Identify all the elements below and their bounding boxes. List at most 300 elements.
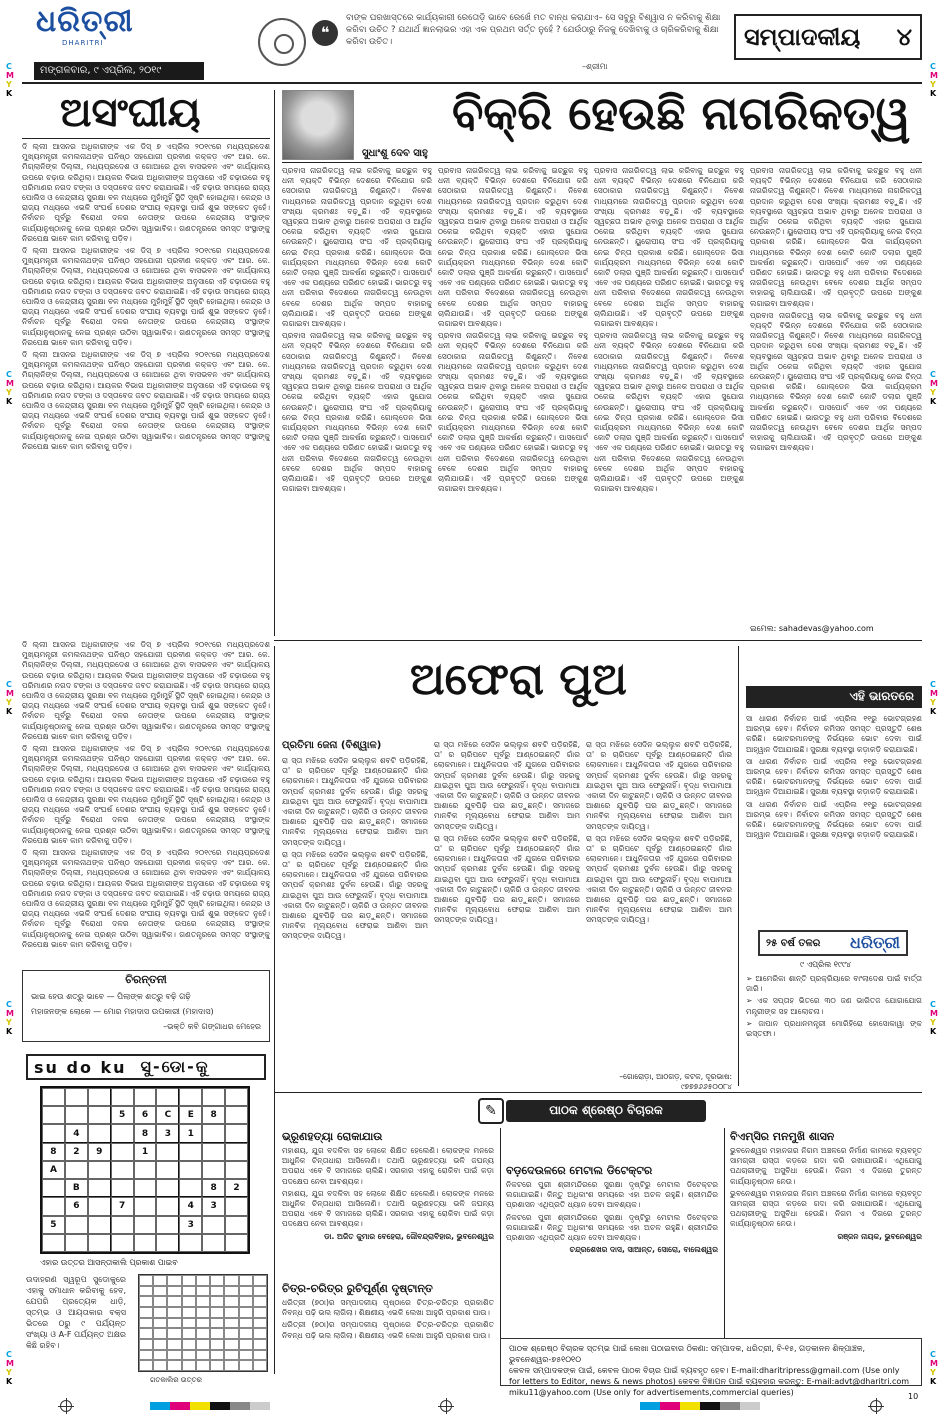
answer-cell [196,1275,210,1286]
anniversary-head: ୨୫ ବର୍ଷ ତଳର [766,937,821,949]
cmyk-mark-right-bottom: C M Y K [930,1350,938,1386]
editorial-body-cont [22,640,270,964]
sudoku-cell[interactable] [202,1161,225,1179]
chirantani-title: ଚିରନ୍ତନୀ [125,973,167,986]
sudoku-cell[interactable] [88,1179,111,1197]
answer-cell [139,1360,153,1371]
answer-cell [196,1296,210,1307]
sudoku-answer-caption: ଗତକାଲିର ଉତ୍ତର [150,1376,202,1384]
answer-cell [253,1275,267,1286]
sudoku-cell[interactable] [225,1088,248,1106]
sudoku-cell[interactable] [42,1197,65,1215]
sudoku-cell[interactable] [134,1216,157,1234]
editorial-text-cont5: ଦି ଲ୍ଲୀ ଆସନର ଅଧିକାରୀଙ୍କ ଏକ ଡିସ୍ ୭ ଏପ୍ରିଲ ୨୦୧୯ରେ ମଧ୍ୟପ୍ରଦେଶ ମୁଖ୍ୟମନ୍ତ୍ରୀ କମଲନାଥଙ୍କ ଘନିଷ୍ଠ ସହଯୋଗୀ ପ୍ରବୀଣ କକ୍କଡ଼ ଏବଂ ଆର. କେ. ମିଗ୍ଲାନିଙ୍କ ଦିଲ୍ଲୀ, ମଧ୍ୟପ୍ରଦେଶ ଓ ଗୋଆରେ ଥିବା ବାସଭବନ ଏବଂ କାର୍ଯ୍ୟାଳୟ ଉପରେ ଚଢ଼ାଉ କରିଥିଲା। ଆୟକର ବିଭାଗ ଅଧିକାରୀଙ୍କ ଅନୁସାରେ ଏହି ଚଢ଼ାଉରେ ବହୁ ପରିମାଣର ନଗଦ ଟଙ୍କା ଓ ଦସ୍ତାବେଜ ଜବତ କରାଯାଇଛି। ଏହି ଚଢ଼ାଉ ସମୟରେ ରାଜ୍ୟ ପୋଲିସ ଓ କେନ୍ଦ୍ରୀୟ ସୁରକ୍ଷା ବଳ ମଧ୍ୟରେ ମୁହାଁମୁହିଁ ସ୍ଥିତି ସୃଷ୍ଟି ହୋଇଥିଲା। କେନ୍ଦ୍ର ଓ ରାଜ୍ୟ ମଧ୍ୟରେ ଏଭଳି ସଂଘର୍ଷ ଦେଶର ସଂଘୀୟ ବ୍ୟବସ୍ଥା ପାଇଁ ଶୁଭ ସଙ୍କେତ ନୁହେଁ। ନିର୍ବାଚନ ପୂର୍ବରୁ ବିରୋଧୀ ଦଳର ନେତାଙ୍କ ଉପରେ କେନ୍ଦ୍ରୀୟ ସଂସ୍ଥାଙ୍କ କାର୍ଯ୍ୟାନୁଷ୍ଠାନକୁ ନେଇ ପ୍ରଶ୍ନ ଉଠିବା ସ୍ୱାଭାବିକ। ଗଣତନ୍ତ୍ରରେ ସମସ୍ତ ସଂସ୍ଥାଙ୍କୁ ନିରପେକ୍ଷ ଭାବେ କାମ କରିବାକୁ ପଡ଼ିବ। [22,848,270,949]
answer-cell [196,1328,210,1339]
pen-icon: ✎ [478,1098,504,1124]
column-divider-5 [724,1128,725,1338]
answer-cell [210,1318,224,1329]
cmyk-mark-left-bottom: C M Y K [6,1350,14,1386]
answer-cell [210,1296,224,1307]
main-article-text-4b: ପ୍ରବାସ ନାଗରିକତ୍ୱ ଲାଭ କରିବାକୁ ଇଚ୍ଛୁକ ବହୁ ଧନୀ ବ୍ୟକ୍ତି ବିଭିନ୍ନ ଦେଶରେ ବିନିଯୋଗ କରି ସେଠାକାର ନାଗରିକତ୍ୱ କିଣୁଛନ୍ତି। ନିବେଶ ମାଧ୍ୟମରେ ନାଗରିକତ୍ୱ ପ୍ରଦାନ କରୁଥିବା ଦେଶ ସଂଖ୍ୟା କ୍ରମଶଃ ବଢ଼ୁଛି। ଏହି ବ୍ୟବସ୍ଥାରେ ସ୍ୱଚ୍ଛତା ଅଭାବ ଥିବାରୁ ଅନେକ ଅପରାଧୀ ଓ ଆର୍ଥିକ ଠକେଇ କରିଥିବା ବ୍ୟକ୍ତି ଏହାର ସୁଯୋଗ ନେଉଛନ୍ତି। ୟୁରୋପୀୟ ସଂଘ ଏହି ପ୍ରକ୍ରିୟାକୁ ନେଇ ଚିନ୍ତା ପ୍ରକାଶ କରିଛି। ଗୋଲ୍ଡେନ ଭିସା କାର୍ଯ୍ୟକ୍ରମ ମାଧ୍ୟମରେ ବିଭିନ୍ନ ଦେଶ କୋଟି କୋଟି ଡଲାର ପୁଞ୍ଜି ଆକର୍ଷଣ କରୁଛନ୍ତି। ପାସପୋର୍ଟ ଏବେ ଏକ ପଣ୍ୟରେ ପରିଣତ ହୋଇଛି। ଭାରତରୁ ବହୁ ଧନୀ ପରିବାର ବିଦେଶରେ ନାଗରିକତ୍ୱ ନେଉଥିବା ବେଳେ ଦେଶର ଆର୍ଥିକ ସମ୍ପଦ ବାହାରକୁ ଚାଲିଯାଉଛି। ଏହି ପ୍ରବୃତ୍ତି ଉପରେ ଅଙ୍କୁଶ ଲଗାଇବା ଆବଶ୍ୟକ। [750,310,922,453]
sudoku-cell[interactable] [225,1106,248,1124]
sudoku-cell[interactable]: B [65,1179,88,1197]
sudoku-cell[interactable] [42,1124,65,1142]
letter-4-title: ବିଏମ୍‌ସିର ମନମୁଖି ଶାସନ [730,1130,835,1143]
sudoku-cell[interactable]: 3 [156,1124,179,1142]
answer-cell [239,1328,253,1339]
sudoku-cell[interactable]: 6 [134,1106,157,1124]
sudoku-cell[interactable] [111,1216,134,1234]
answer-cell [196,1307,210,1318]
sudoku-caption: ଏହାର ଉତ୍ତର ଆସନ୍ତାକାଲି ପ୍ରକାଶ ପାଇବ [40,1258,178,1267]
answer-cell [139,1307,153,1318]
answer-cell [253,1296,267,1307]
sudoku-grid[interactable] [40,1086,250,1254]
sudoku-cell[interactable] [88,1088,111,1106]
editorial-text-cont: ଦି ଲ୍ଲୀ ଆସନର ଅଧିକାରୀଙ୍କ ଏକ ଡିସ୍ ୭ ଏପ୍ରିଲ ୨୦୧୯ରେ ମଧ୍ୟପ୍ରଦେଶ ମୁଖ୍ୟମନ୍ତ୍ରୀ କମଲନାଥଙ୍କ ଘନିଷ୍ଠ ସହଯୋଗୀ ପ୍ରବୀଣ କକ୍କଡ଼ ଏବଂ ଆର. କେ. ମିଗ୍ଲାନିଙ୍କ ଦିଲ୍ଲୀ, ମଧ୍ୟପ୍ରଦେଶ ଓ ଗୋଆରେ ଥିବା ବାସଭବନ ଏବଂ କାର୍ଯ୍ୟାଳୟ ଉପରେ ଚଢ଼ାଉ କରିଥିଲା। ଆୟକର ବିଭାଗ ଅଧିକାରୀଙ୍କ ଅନୁସାରେ ଏହି ଚଢ଼ାଉରେ ବହୁ ପରିମାଣର ନଗଦ ଟଙ୍କା ଓ ଦସ୍ତାବେଜ ଜବତ କରାଯାଇଛି। ଏହି ଚଢ଼ାଉ ସମୟରେ ରାଜ୍ୟ ପୋଲିସ ଓ କେନ୍ଦ୍ରୀୟ ସୁରକ୍ଷା ବଳ ମଧ୍ୟରେ ମୁହାଁମୁହିଁ ସ୍ଥିତି ସୃଷ୍ଟି ହୋଇଥିଲା। କେନ୍ଦ୍ର ଓ ରାଜ୍ୟ ମଧ୍ୟରେ ଏଭଳି ସଂଘର୍ଷ ଦେଶର ସଂଘୀୟ ବ୍ୟବସ୍ଥା ପାଇଁ ଶୁଭ ସଙ୍କେତ ନୁହେଁ। ନିର୍ବାଚନ ପୂର୍ବରୁ ବିରୋଧୀ ଦଳର ନେତାଙ୍କ ଉପରେ କେନ୍ଦ୍ରୀୟ ସଂସ୍ଥାଙ୍କ କାର୍ଯ୍ୟାନୁଷ୍ଠାନକୁ ନେଇ ପ୍ରଶ୍ନ ଉଠିବା ସ୍ୱାଭାବିକ। ଗଣତନ୍ତ୍ରରେ ସମସ୍ତ ସଂସ୍ଥାଙ୍କୁ ନିରପେକ୍ଷ ଭାବେ କାମ କରିବାକୁ ପଡ଼ିବ। [22,246,270,347]
letter-2-body [282,1298,494,1374]
sudoku-cell[interactable] [179,1234,202,1252]
sudoku-cell[interactable] [111,1179,134,1197]
second-article-text-3b: ରା ସ୍ତା ମଝିରେ ସେଦିନ ଭଲ୍ଲୁକ ଶବଟି ପଡ଼ିରହିଛି, ତା' ର ଚାରିପଟେ ପୂର୍ବରୁ ଆଣ୍ଠେଇଛନ୍ତି ଗାଁର ଲୋକମାନେ। ଆଧୁନିକତାର ଏହି ଯୁଗରେ ପରିବାରର ସମ୍ପର୍କ କ୍ରମଶଃ ଦୁର୍ବଳ ହେଉଛି। ଗାଁରୁ ସହରକୁ ଯାଇଥିବା ପୁଅ ଆଉ ଫେରୁନାହିଁ। ବୃଦ୍ଧ ବାପାମାଆ ଏକାକୀ ଦିନ କାଟୁଛନ୍ତି। ଚାକିରି ଓ ଉନ୍ନତ ଜୀବନର ଆଶାରେ ଯୁବପିଢ଼ି ଘର ଛାଡ଼ୁଛନ୍ତି। ସମାଜରେ ମାନବିକ ମୂଲ୍ୟବୋଧ ଫେରାଇ ଆଣିବା ଆମ ସମସ୍ତଙ୍କ ଦାୟିତ୍ୱ। [586,833,732,925]
sudoku-cell[interactable] [88,1234,111,1252]
answer-cell [253,1318,267,1329]
answer-cell [224,1360,238,1371]
chirantani-attribution: –ଭକ୍ତି କବି ଗଙ୍ଗାଧର ମେହେର [163,1022,261,1031]
letters-rule [274,1092,922,1093]
second-article-text-1: ରା ସ୍ତା ମଝିରେ ସେଦିନ ଭଲ୍ଲୁକ ଶବଟି ପଡ଼ିରହିଛି, ତା' ର ଚାରିପଟେ ପୂର୍ବରୁ ଆଣ୍ଠେଇଛନ୍ତି ଗାଁର ଲୋକମାନେ। ଆଧୁନିକତାର ଏହି ଯୁଗରେ ପରିବାରର ସମ୍ପର୍କ କ୍ରମଶଃ ଦୁର୍ବଳ ହେଉଛି। ଗାଁରୁ ସହରକୁ ଯାଇଥିବା ପୁଅ ଆଉ ଫେରୁନାହିଁ। ବୃଦ୍ଧ ବାପାମାଆ ଏକାକୀ ଦିନ କାଟୁଛନ୍ତି। ଚାକିରି ଓ ଉନ୍ନତ ଜୀବନର ଆଶାରେ ଯୁବପିଢ଼ି ଘର ଛାଡ଼ୁଛନ୍ତି। ସମାଜରେ ମାନବିକ ମୂଲ୍ୟବୋଧ ଫେରାଇ ଆଣିବା ଆମ ସମସ୍ତଙ୍କ ଦାୟିତ୍ୱ। [282,756,428,847]
main-article-text-3b: ପ୍ରବାସ ନାଗରିକତ୍ୱ ଲାଭ କରିବାକୁ ଇଚ୍ଛୁକ ବହୁ ଧନୀ ବ୍ୟକ୍ତି ବିଭିନ୍ନ ଦେଶରେ ବିନିଯୋଗ କରି ସେଠାକାର ନାଗରିକତ୍ୱ କିଣୁଛନ୍ତି। ନିବେଶ ମାଧ୍ୟମରେ ନାଗରିକତ୍ୱ ପ୍ରଦାନ କରୁଥିବା ଦେଶ ସଂଖ୍ୟା କ୍ରମଶଃ ବଢ଼ୁଛି। ଏହି ବ୍ୟବସ୍ଥାରେ ସ୍ୱଚ୍ଛତା ଅଭାବ ଥିବାରୁ ଅନେକ ଅପରାଧୀ ଓ ଆର୍ଥିକ ଠକେଇ କରିଥିବା ବ୍ୟକ୍ତି ଏହାର ସୁଯୋଗ ନେଉଛନ୍ତି। ୟୁରୋପୀୟ ସଂଘ ଏହି ପ୍ରକ୍ରିୟାକୁ ନେଇ ଚିନ୍ତା ପ୍ରକାଶ କରିଛି। ଗୋଲ୍ଡେନ ଭିସା କାର୍ଯ୍ୟକ୍ରମ ମାଧ୍ୟମରେ ବିଭିନ୍ନ ଦେଶ କୋଟି କୋଟି ଡଲାର ପୁଞ୍ଜି ଆକର୍ଷଣ କରୁଛନ୍ତି। ପାସପୋର୍ଟ ଏବେ ଏକ ପଣ୍ୟରେ ପରିଣତ ହୋଇଛି। ଭାରତରୁ ବହୁ ଧନୀ ପରିବାର ବିଦେଶରେ ନାଗରିକତ୍ୱ ନେଉଥିବା ବେଳେ ଦେଶର ଆର୍ଥିକ ସମ୍ପଦ ବାହାରକୁ ଚାଲିଯାଉଛି। ଏହି ପ୍ରବୃତ୍ତି ଉପରେ ଅଙ୍କୁଶ ଲଗାଇବା ଆବଶ୍ୟକ। [594,331,744,494]
sudoku-cell[interactable]: 2 [65,1143,88,1161]
sudoku-cell[interactable] [179,1179,202,1197]
answer-cell [153,1296,167,1307]
sudoku-cell[interactable] [134,1088,157,1106]
editorial-title: ଅସଂଘୀୟ [60,90,201,136]
cmyk-mark-right-low: C M Y K [930,1000,938,1036]
sudoku-title-odia: ସୁ-ଡୋ-କୁ [140,1057,210,1076]
letter-3-author: ଚନ୍ଦ୍ରଶେଖର ଦାସ, ସାଆନ୍ତ, ସୋରୋ, ବାଲେଶ୍ୱର [569,1245,718,1255]
answer-cell [182,1307,196,1318]
sudoku-cell[interactable] [65,1106,88,1124]
answer-cell [253,1328,267,1339]
main-article-col-2 [438,166,588,634]
second-article-col-2 [434,740,580,1088]
main-article-text-1: ପ୍ରବାସ ନାଗରିକତ୍ୱ ଲାଭ କରିବାକୁ ଇଚ୍ଛୁକ ବହୁ ଧନୀ ବ୍ୟକ୍ତି ବିଭିନ୍ନ ଦେଶରେ ବିନିଯୋଗ କରି ସେଠାକାର ନାଗରିକତ୍ୱ କିଣୁଛନ୍ତି। ନିବେଶ ମାଧ୍ୟମରେ ନାଗରିକତ୍ୱ ପ୍ରଦାନ କରୁଥିବା ଦେଶ ସଂଖ୍ୟା କ୍ରମଶଃ ବଢ଼ୁଛି। ଏହି ବ୍ୟବସ୍ଥାରେ ସ୍ୱଚ୍ଛତା ଅଭାବ ଥିବାରୁ ଅନେକ ଅପରାଧୀ ଓ ଆର୍ଥିକ ଠକେଇ କରିଥିବା ବ୍ୟକ୍ତି ଏହାର ସୁଯୋଗ ନେଉଛନ୍ତି। ୟୁରୋପୀୟ ସଂଘ ଏହି ପ୍ରକ୍ରିୟାକୁ ନେଇ ଚିନ୍ତା ପ୍ରକାଶ କରିଛି। ଗୋଲ୍ଡେନ ଭିସା କାର୍ଯ୍ୟକ୍ରମ ମାଧ୍ୟମରେ ବିଭିନ୍ନ ଦେଶ କୋଟି କୋଟି ଡଲାର ପୁଞ୍ଜି ଆକର୍ଷଣ କରୁଛନ୍ତି। ପାସପୋର୍ଟ ଏବେ ଏକ ପଣ୍ୟରେ ପରିଣତ ହୋଇଛି। ଭାରତରୁ ବହୁ ଧନୀ ପରିବାର ବିଦେଶରେ ନାଗରିକତ୍ୱ ନେଉଥିବା ବେଳେ ଦେଶର ଆର୍ଥିକ ସମ୍ପଦ ବାହାରକୁ ଚାଲିଯାଉଛି। ଏହି ପ୍ରବୃତ୍ତି ଉପରେ ଅଙ୍କୁଶ ଲଗାଇବା ଆବଶ୍ୟକ। [282,166,432,329]
answer-cell [139,1328,153,1339]
letter-1-body [282,1146,494,1278]
answer-cell [167,1296,181,1307]
sudoku-cell[interactable] [134,1197,157,1215]
sudoku-cell[interactable] [179,1161,202,1179]
main-article-rule [282,162,922,163]
second-article-col-3 [586,740,732,1070]
this-day-text: ସା ଧାରଣ ନିର୍ବାଚନ ପାଇଁ ଏପ୍ରିଲ ୧୧ରୁ ଭୋଟଗ୍ରହଣ ଆରମ୍ଭ ହେବ। ନିର୍ବାଚନ କମିସନ ସମସ୍ତ ପ୍ରସ୍ତୁତି ଶେଷ କରିଛି। ଭୋଟରମାନଙ୍କୁ ନିର୍ଭୟରେ ଭୋଟ ଦେବା ପାଇଁ ଆହ୍ୱାନ ଦିଆଯାଇଛି। ସୁରକ୍ଷା ବ୍ୟବସ୍ଥା କଡ଼ାକଡ଼ି କରାଯାଇଛି। [746,714,922,754]
page-number-odia: ୪ [896,23,912,51]
sudoku-cell[interactable] [42,1106,65,1124]
sudoku-cell[interactable]: 1 [179,1124,202,1142]
sudoku-cell[interactable] [202,1088,225,1106]
sudoku-cell[interactable] [179,1088,202,1106]
answer-cell [153,1318,167,1329]
sudoku-cell[interactable]: 5 [111,1106,134,1124]
letter-1-author: ଡା. ଅଜିତ କୁମାର ବେହେରା, ଜୌବନ୍ଦ୍ରାବିହାର, ଭୁବନେଶ୍ୱର [324,1231,494,1241]
answer-cell [153,1339,167,1350]
cmyk-mark-left-mid: C M Y K [6,680,14,716]
answer-cell [153,1328,167,1339]
answer-cell [182,1296,196,1307]
sudoku-cell[interactable] [42,1179,65,1197]
answer-cell [224,1339,238,1350]
sudoku-cell[interactable] [156,1197,179,1215]
cmyk-mark-left-top: C M Y K [6,62,14,98]
answer-cell [182,1328,196,1339]
answer-cell [253,1360,267,1371]
header-rule [22,82,922,84]
second-article-text-3: ରା ସ୍ତା ମଝିରେ ସେଦିନ ଭଲ୍ଲୁକ ଶବଟି ପଡ଼ିରହିଛି, ତା' ର ଚାରିପଟେ ପୂର୍ବରୁ ଆଣ୍ଠେଇଛନ୍ତି ଗାଁର ଲୋକମାନେ। ଆଧୁନିକତାର ଏହି ଯୁଗରେ ପରିବାରର ସମ୍ପର୍କ କ୍ରମଶଃ ଦୁର୍ବଳ ହେଉଛି। ଗାଁରୁ ସହରକୁ ଯାଇଥିବା ପୁଅ ଆଉ ଫେରୁନାହିଁ। ବୃଦ୍ଧ ବାପାମାଆ ଏକାକୀ ଦିନ କାଟୁଛନ୍ତି। ଚାକିରି ଓ ଉନ୍ନତ ଜୀବନର ଆଶାରେ ଯୁବପିଢ଼ି ଘର ଛାଡ଼ୁଛନ୍ତି। ସମାଜରେ ମାନବିକ ମୂଲ୍ୟବୋଧ ଫେରାଇ ଆଣିବା ଆମ ସମସ୍ତଙ୍କ ଦାୟିତ୍ୱ। [586,740,732,831]
color-swatch [250,1402,270,1410]
color-swatch [210,1402,230,1410]
answer-cell [210,1339,224,1350]
letter-3-body [506,1180,718,1320]
chirantani-line-2: ମହାଜନଙ୍କ ଲୋକେ — ମୋର ମହାଦାସ ଉପକାରୀ (ମହାଦାସ) [31,1007,214,1016]
answer-cell [224,1286,238,1297]
sudoku-cell[interactable] [225,1234,248,1252]
cmyk-mark-right-top: C M Y K [930,62,938,98]
editorial-body [22,142,270,636]
editorial-text-cont3: ଦି ଲ୍ଲୀ ଆସନର ଅଧିକାରୀଙ୍କ ଏକ ଡିସ୍ ୭ ଏପ୍ରିଲ ୨୦୧୯ରେ ମଧ୍ୟପ୍ରଦେଶ ମୁଖ୍ୟମନ୍ତ୍ରୀ କମଲନାଥଙ୍କ ଘନିଷ୍ଠ ସହଯୋଗୀ ପ୍ରବୀଣ କକ୍କଡ଼ ଏବଂ ଆର. କେ. ମିଗ୍ଲାନିଙ୍କ ଦିଲ୍ଲୀ, ମଧ୍ୟପ୍ରଦେଶ ଓ ଗୋଆରେ ଥିବା ବାସଭବନ ଏବଂ କାର୍ଯ୍ୟାଳୟ ଉପରେ ଚଢ଼ାଉ କରିଥିଲା। ଆୟକର ବିଭାଗ ଅଧିକାରୀଙ୍କ ଅନୁସାରେ ଏହି ଚଢ଼ାଉରେ ବହୁ ପରିମାଣର ନଗଦ ଟଙ୍କା ଓ ଦସ୍ତାବେଜ ଜବତ କରାଯାଇଛି। ଏହି ଚଢ଼ାଉ ସମୟରେ ରାଜ୍ୟ ପୋଲିସ ଓ କେନ୍ଦ୍ରୀୟ ସୁରକ୍ଷା ବଳ ମଧ୍ୟରେ ମୁହାଁମୁହିଁ ସ୍ଥିତି ସୃଷ୍ଟି ହୋଇଥିଲା। କେନ୍ଦ୍ର ଓ ରାଜ୍ୟ ମଧ୍ୟରେ ଏଭଳି ସଂଘର୍ଷ ଦେଶର ସଂଘୀୟ ବ୍ୟବସ୍ଥା ପାଇଁ ଶୁଭ ସଙ୍କେତ ନୁହେଁ। ନିର୍ବାଚନ ପୂର୍ବରୁ ବିରୋଧୀ ଦଳର ନେତାଙ୍କ ଉପରେ କେନ୍ଦ୍ରୀୟ ସଂସ୍ଥାଙ୍କ କାର୍ଯ୍ୟାନୁଷ୍ଠାନକୁ ନେଇ ପ୍ରଶ୍ନ ଉଠିବା ସ୍ୱାଭାବିକ। ଗଣତନ୍ତ୍ରରେ ସମସ୍ତ ସଂସ୍ଥାଙ୍କୁ ନିରପେକ୍ଷ ଭାବେ କାମ କରିବାକୁ ପଡ଼ିବ। [22,640,270,741]
answer-cell [224,1307,238,1318]
answer-cell [239,1339,253,1350]
page-number: 10 [908,1392,919,1401]
answer-cell [139,1296,153,1307]
editorial-title-rule [22,138,270,139]
answer-cell [224,1328,238,1339]
answer-cell [239,1286,253,1297]
second-article-text-2: ରା ସ୍ତା ମଝିରେ ସେଦିନ ଭଲ୍ଲୁକ ଶବଟି ପଡ଼ିରହିଛି, ତା' ର ଚାରିପଟେ ପୂର୍ବରୁ ଆଣ୍ଠେଇଛନ୍ତି ଗାଁର ଲୋକମାନେ। ଆଧୁନିକତାର ଏହି ଯୁଗରେ ପରିବାରର ସମ୍ପର୍କ କ୍ରମଶଃ ଦୁର୍ବଳ ହେଉଛି। ଗାଁରୁ ସହରକୁ ଯାଇଥିବା ପୁଅ ଆଉ ଫେରୁନାହିଁ। ବୃଦ୍ଧ ବାପାମାଆ ଏକାକୀ ଦିନ କାଟୁଛନ୍ତି। ଚାକିରି ଓ ଉନ୍ନତ ଜୀବନର ଆଶାରେ ଯୁବପିଢ଼ି ଘର ଛାଡ଼ୁଛନ୍ତି। ସମାଜରେ ମାନବିକ ମୂଲ୍ୟବୋଧ ଫେରାଇ ଆଣିବା ଆମ ସମସ୍ତଙ୍କ ଦାୟିତ୍ୱ। [434,740,580,831]
logo-subtitle: DHARITRI [62,39,104,47]
answer-cell [182,1360,196,1371]
answer-cell [167,1275,181,1286]
sudoku-cell[interactable] [225,1197,248,1215]
sudoku-cell[interactable] [88,1124,111,1142]
sudoku-cell[interactable] [111,1161,134,1179]
main-article-col-1 [282,166,432,634]
letter-4-author: ରଞ୍ଜନ ନାୟକ, ଭୁବନେଶ୍ୱର [837,1231,922,1241]
color-swatch [660,1402,680,1410]
answer-cell [139,1350,153,1361]
color-calibration-bar-left [150,1402,270,1410]
sudoku-cell[interactable] [156,1216,179,1234]
color-swatch [700,1402,720,1410]
quote-icon: ❝ [312,20,338,46]
newspaper-logo [36,4,206,64]
sudoku-cell[interactable] [111,1124,134,1142]
sudoku-cell[interactable]: 3 [179,1216,202,1234]
color-swatch [170,1402,190,1410]
cmyk-mark-right-mid: C M Y K [930,680,938,716]
color-swatch [230,1402,250,1410]
sudoku-cell[interactable] [156,1088,179,1106]
daily-quote: ବାଙ୍କ ଘରଖାସ୍ତରେ କାର୍ଯ୍ୟକାରୀ ରେତୋଡ଼ି ଭାବେ ରେଖେଁ ମତ ବାନ୍ଧ କରାଯାଏ– ସେ ସବୁରୁ ବିଶ୍ୱାସ ନ କରିବାକୁ ଶିକ୍ଷା କରିବା ଉଚିତ ? ଯଥାର୍ଥ ଜ୍ଞାନଲାଭର ଏହା ଏକ ପ୍ରଥମ ସର୍ତ୍ତ ନୁହେଁ ? ଯେଉଁଠାରୁ ନିଜକୁ ଦେଖିବାକୁ ଓ ଚାରିକରିବାକୁ ଶିକ୍ଷା କରିବା ଉଚିତ। [346,13,721,47]
second-article-text-2b: ରା ସ୍ତା ମଝିରେ ସେଦିନ ଭଲ୍ଲୁକ ଶବଟି ପଡ଼ିରହିଛି, ତା' ର ଚାରିପଟେ ପୂର୍ବରୁ ଆଣ୍ଠେଇଛନ୍ତି ଗାଁର ଲୋକମାନେ। ଆଧୁନିକତାର ଏହି ଯୁଗରେ ପରିବାରର ସମ୍ପର୍କ କ୍ରମଶଃ ଦୁର୍ବଳ ହେଉଛି। ଗାଁରୁ ସହରକୁ ଯାଇଥିବା ପୁଅ ଆଉ ଫେରୁନାହିଁ। ବୃଦ୍ଧ ବାପାମାଆ ଏକାକୀ ଦିନ କାଟୁଛନ୍ତି। ଚାକିରି ଓ ଉନ୍ନତ ଜୀବନର ଆଶାରେ ଯୁବପିଢ଼ି ଘର ଛାଡ଼ୁଛନ୍ତି। ସମାଜରେ ମାନବିକ ମୂଲ୍ୟବୋଧ ଫେରାଇ ଆଣିବା ଆମ ସମସ୍ତଙ୍କ ଦାୟିତ୍ୱ। [434,833,580,925]
letter-3-title: ବଡ଼ଦେଉଳରେ ମେଟାଲ ଡିଟେକ୍ଟର [506,1164,653,1177]
answer-cell [153,1350,167,1361]
answer-cell [153,1307,167,1318]
footer-advt-email[interactable]: miku11@yahoo.com (Use only for advertisements,commercial queries) [509,1388,794,1397]
color-swatch [680,1402,700,1410]
main-article-text-4: ପ୍ରବାସ ନାଗରିକତ୍ୱ ଲାଭ କରିବାକୁ ଇଚ୍ଛୁକ ବହୁ ଧନୀ ବ୍ୟକ୍ତି ବିଭିନ୍ନ ଦେଶରେ ବିନିଯୋଗ କରି ସେଠାକାର ନାଗରିକତ୍ୱ କିଣୁଛନ୍ତି। ନିବେଶ ମାଧ୍ୟମରେ ନାଗରିକତ୍ୱ ପ୍ରଦାନ କରୁଥିବା ଦେଶ ସଂଖ୍ୟା କ୍ରମଶଃ ବଢ଼ୁଛି। ଏହି ବ୍ୟବସ୍ଥାରେ ସ୍ୱଚ୍ଛତା ଅଭାବ ଥିବାରୁ ଅନେକ ଅପରାଧୀ ଓ ଆର୍ଥିକ ଠକେଇ କରିଥିବା ବ୍ୟକ୍ତି ଏହାର ସୁଯୋଗ ନେଉଛନ୍ତି। ୟୁରୋପୀୟ ସଂଘ ଏହି ପ୍ରକ୍ରିୟାକୁ ନେଇ ଚିନ୍ତା ପ୍ରକାଶ କରିଛି। ଗୋଲ୍ଡେନ ଭିସା କାର୍ଯ୍ୟକ୍ରମ ମାଧ୍ୟମରେ ବିଭିନ୍ନ ଦେଶ କୋଟି କୋଟି ଡଲାର ପୁଞ୍ଜି ଆକର୍ଷଣ କରୁଛନ୍ତି। ପାସପୋର୍ଟ ଏବେ ଏକ ପଣ୍ୟରେ ପରିଣତ ହୋଇଛି। ଭାରତରୁ ବହୁ ଧନୀ ପରିବାର ବିଦେଶରେ ନାଗରିକତ୍ୱ ନେଉଥିବା ବେଳେ ଦେଶର ଆର୍ଥିକ ସମ୍ପଦ ବାହାରକୁ ଚାଲିଯାଉଛି। ଏହି ପ୍ରବୃତ୍ତି ଉପରେ ଅଙ୍କୁଶ ଲଗାଇବା ଆବଶ୍ୟକ। [750,166,922,308]
chakra-icon [258,18,306,66]
answer-cell [210,1275,224,1286]
sudoku-cell[interactable]: 9 [88,1143,111,1161]
sudoku-cell[interactable]: 2 [225,1179,248,1197]
answer-cell [210,1328,224,1339]
sudoku-cell[interactable]: 6 [65,1197,88,1215]
letter-1-text: ମହାଶୟ, ଯୁଗ ବଦଳିବା ସହ ଲୋକେ ଶିକ୍ଷିତ ହେଲେଣି। ଲୋକଙ୍କ ମନରେ ଆଧୁନିକ ଚିନ୍ତାଧାରା ଆସିଲେଣି। ତଥାପି ଭ୍ରୂଣହତ୍ୟା ଭଳି ଜଘନ୍ୟ ଅପରାଧ ଏବେ ବି ସମାଜରେ ଚାଲିଛି। ସରକାର ଏହାକୁ ରୋକିବା ପାଇଁ କଡ଼ା ପଦକ୍ଷେପ ନେବା ଆବଶ୍ୟକ। [282,1146,494,1186]
cmyk-mark-right: C M Y K [930,370,938,406]
color-swatch [150,1402,170,1410]
editorial-text-cont4: ଦି ଲ୍ଲୀ ଆସନର ଅଧିକାରୀଙ୍କ ଏକ ଡିସ୍ ୭ ଏପ୍ରିଲ ୨୦୧୯ରେ ମଧ୍ୟପ୍ରଦେଶ ମୁଖ୍ୟମନ୍ତ୍ରୀ କମଲନାଥଙ୍କ ଘନିଷ୍ଠ ସହଯୋଗୀ ପ୍ରବୀଣ କକ୍କଡ଼ ଏବଂ ଆର. କେ. ମିଗ୍ଲାନିଙ୍କ ଦିଲ୍ଲୀ, ମଧ୍ୟପ୍ରଦେଶ ଓ ଗୋଆରେ ଥିବା ବାସଭବନ ଏବଂ କାର୍ଯ୍ୟାଳୟ ଉପରେ ଚଢ଼ାଉ କରିଥିଲା। ଆୟକର ବିଭାଗ ଅଧିକାରୀଙ୍କ ଅନୁସାରେ ଏହି ଚଢ଼ାଉରେ ବହୁ ପରିମାଣର ନଗଦ ଟଙ୍କା ଓ ଦସ୍ତାବେଜ ଜବତ କରାଯାଇଛି। ଏହି ଚଢ଼ାଉ ସମୟରେ ରାଜ୍ୟ ପୋଲିସ ଓ କେନ୍ଦ୍ରୀୟ ସୁରକ୍ଷା ବଳ ମଧ୍ୟରେ ମୁହାଁମୁହିଁ ସ୍ଥିତି ସୃଷ୍ଟି ହୋଇଥିଲା। କେନ୍ଦ୍ର ଓ ରାଜ୍ୟ ମଧ୍ୟରେ ଏଭଳି ସଂଘର୍ଷ ଦେଶର ସଂଘୀୟ ବ୍ୟବସ୍ଥା ପାଇଁ ଶୁଭ ସଙ୍କେତ ନୁହେଁ। ନିର୍ବାଚନ ପୂର୍ବରୁ ବିରୋଧୀ ଦଳର ନେତାଙ୍କ ଉପରେ କେନ୍ଦ୍ରୀୟ ସଂସ୍ଥାଙ୍କ କାର୍ଯ୍ୟାନୁଷ୍ଠାନକୁ ନେଇ ପ୍ରଶ୍ନ ଉଠିବା ସ୍ୱାଭାବିକ। ଗଣତନ୍ତ୍ରରେ ସମସ୍ତ ସଂସ୍ଥାଙ୍କୁ ନିରପେକ୍ଷ ଭାବେ କାମ କରିବାକୁ ପଡ଼ିବ। [22,744,270,845]
sudoku-cell[interactable] [42,1234,65,1252]
anniversary-list: ➢ ଆମେରିକା ଶାନ୍ତି ପ୍ରକ୍ରିୟାରେ ବାଂଲାଦେଶ ପାଇଁ ବାର୍ତ୍ତା ଜାରି। ➢ ଏକ ସପ୍ତାହ ଭିତରେ ୩୦ ଜଣ ଭାରିତଜ ଯୋଗାଯୋଗ ମନ୍ତ୍ରୀଙ୍କ ସହ ଆଲୋଚନା। ➢ ଜାପାନ ପ୍ରଧାନମନ୍ତ୍ରୀ ମୋରିହିରୋ ହୋସୋକାୱା ଙ୍କ ଇସ୍ତଫା। [746,974,922,1039]
answer-cell [167,1350,181,1361]
answer-cell [239,1307,253,1318]
answer-cell [239,1360,253,1371]
anniversary-banner [758,930,908,956]
section-rule-mid [274,640,922,641]
letter-1-title: ଭ୍ରୂଣହତ୍ୟା ରୋକାଯାଉ [282,1130,383,1143]
second-article-address: –ଗୋରୋଡ଼ା, ଆଠଗଡ଼, କଟକ, ଦୂରଭାଷ: ୯୭୭୭୬୬୫୦୦୮୪ [619,1072,732,1091]
letter-2-text-b: ଧରିତ୍ରୀ (୭ଠା)ର ସମ୍ପାଦକୀୟ ପୃଷ୍ଠାରେ ଚିତ୍ର-ଚରିତ୍ର ପ୍ରକାଶିତ ନିବନ୍ଧ ପଢ଼ି ଭଲ ଲାଗିଲା। ଶିକ୍ଷଣୀୟ ଏଭଳି ଲେଖା ଆହୁରି ପ୍ରକାଶ ପାଉ। [282,1320,494,1340]
sudoku-cell[interactable]: 8 [202,1106,225,1124]
answer-cell [239,1318,253,1329]
letter-4-text-b: ଭୁବନେଶ୍ୱର ମହାନଗର ନିଗମ ଅଞ୍ଚଳରେ ନିର୍ମାଣ କାମରେ ବ୍ୟବହୃତ ସାମଗ୍ରୀ ରାସ୍ତା କଡ଼ରେ ଗଦା କରି ରଖାଯାଉଛି। ଏଥିଯୋଗୁ ପଥଚାରୀଙ୍କୁ ଅସୁବିଧା ହେଉଛି। ନିଗମ ଏ ଦିଗରେ ତୁରନ୍ତ କାର୍ଯ୍ୟାନୁଷ୍ଠାନ ନେଉ। [730,1188,922,1229]
sudoku-cell[interactable]: 4 [179,1197,202,1215]
second-article-col-1 [282,756,428,1088]
this-day-body [746,714,922,924]
sudoku-cell[interactable] [65,1234,88,1252]
cmyk-mark-left: C M Y K [6,370,14,406]
sudoku-cell[interactable] [156,1179,179,1197]
chirantani-box [22,970,270,1042]
anniversary-date: ୯ ଏପ୍ରିଲ ୧୯୯୪ [800,960,851,969]
answer-cell [182,1318,196,1329]
letters-banner: ପାଠକ ଶ୍ରେଷ୍ଠ ବିଚାରକ [506,1100,706,1122]
sudoku-header [26,1054,266,1080]
this-day-text-b: ସା ଧାରଣ ନିର୍ବାଚନ ପାଇଁ ଏପ୍ରିଲ ୧୧ରୁ ଭୋଟଗ୍ରହଣ ଆରମ୍ଭ ହେବ। ନିର୍ବାଚନ କମିସନ ସମସ୍ତ ପ୍ରସ୍ତୁତି ଶେଷ କରିଛି। ଭୋଟରମାନଙ୍କୁ ନିର୍ଭୟରେ ଭୋଟ ଦେବା ପାଇଁ ଆହ୍ୱାନ ଦିଆଯାଇଛି। ସୁରକ୍ଷା ବ୍ୟବସ୍ଥା କଡ଼ାକଡ଼ି କରାଯାଇଛି। [746,756,922,797]
author-photo [282,90,354,160]
sudoku-cell[interactable]: 3 [202,1197,225,1215]
letter-2-text: ଧରିତ୍ରୀ (୭ଠା)ର ସମ୍ପାଦକୀୟ ପୃଷ୍ଠାରେ ଚିତ୍ର-ଚରିତ୍ର ପ୍ରକାଶିତ ନିବନ୍ଧ ପଢ଼ି ଭଲ ଲାଗିଲା। ଶିକ୍ଷଣୀୟ ଏଭଳି ଲେଖା ଆହୁରି ପ୍ରକାଶ ପାଉ। [282,1298,494,1318]
answer-cell [224,1275,238,1286]
second-article-title: ଅଫେରା ପୁଅ [410,654,627,705]
answer-cell [210,1360,224,1371]
anniversary-item: ଏକ ସପ୍ତାହ ଭିତରେ ୩୦ ଜଣ ଭାରିତଜ ଯୋଗାଯୋଗ ମନ୍ତ୍ରୀଙ୍କ ସହ ଆଲୋଚନା। [746,996,922,1016]
registration-mark-right [870,1400,882,1412]
sudoku-cell[interactable] [202,1124,225,1142]
answer-cell [167,1360,181,1371]
anniversary-item: ଜାପାନ ପ୍ରଧାନମନ୍ତ୍ରୀ ମୋରିହିରୋ ହୋସୋକାୱା ଙ୍କ ଇସ୍ତଫା। [746,1018,922,1039]
cmyk-mark-left-low: C M Y K [6,1000,14,1036]
answer-cell [196,1350,210,1361]
answer-cell [196,1360,210,1371]
color-swatch [720,1402,740,1410]
answer-cell [167,1307,181,1318]
sudoku-cell[interactable]: 8 [42,1143,65,1161]
footer-address: ପାଠକ ଶ୍ରେଷ୍ଠ ବିଚାରକ ସ୍ତମ୍ଭ ପାଇଁ ଲେଖା ପଠାଇବାର ଠିକଣା: ସମ୍ପାଦକ, ଧରିତ୍ରୀ, ବି-୧୫, ଗଡ଼କାନନ ଶିଳ୍ପାଞ୍ଚଳ, ଭୁବନେଶ୍ୱର-୭୫୧୦୧୦ [509,1344,866,1364]
main-article-email[interactable]: ଇମେଲ: sahadevas@yahoo.com [750,624,874,633]
second-article-text-1b: ରା ସ୍ତା ମଝିରେ ସେଦିନ ଭଲ୍ଲୁକ ଶବଟି ପଡ଼ିରହିଛି, ତା' ର ଚାରିପଟେ ପୂର୍ବରୁ ଆଣ୍ଠେଇଛନ୍ତି ଗାଁର ଲୋକମାନେ। ଆଧୁନିକତାର ଏହି ଯୁଗରେ ପରିବାରର ସମ୍ପର୍କ କ୍ରମଶଃ ଦୁର୍ବଳ ହେଉଛି। ଗାଁରୁ ସହରକୁ ଯାଇଥିବା ପୁଅ ଆଉ ଫେରୁନାହିଁ। ବୃଦ୍ଧ ବାପାମାଆ ଏକାକୀ ଦିନ କାଟୁଛନ୍ତି। ଚାକିରି ଓ ଉନ୍ନତ ଜୀବନର ଆଶାରେ ଯୁବପିଢ଼ି ଘର ଛାଡ଼ୁଛନ୍ତି। ସମାଜରେ ମାନବିକ ମୂଲ୍ୟବୋଧ ଫେରାଇ ଆଣିବା ଆମ ସମସ୍ତଙ୍କ ଦାୟିତ୍ୱ। [282,849,428,941]
sudoku-cell[interactable]: A [42,1161,65,1179]
sudoku-cell[interactable] [202,1234,225,1252]
main-article-author: ସୁଧାଂଶୁ ଦେବ ସାହୁ [362,148,428,159]
sudoku-cell[interactable] [88,1161,111,1179]
answer-cell [224,1350,238,1361]
quote-author: –ଶ୍ରୀମା [582,62,608,71]
this-day-text-c: ସା ଧାରଣ ନିର୍ବାଚନ ପାଇଁ ଏପ୍ରିଲ ୧୧ରୁ ଭୋଟଗ୍ରହଣ ଆରମ୍ଭ ହେବ। ନିର୍ବାଚନ କମିସନ ସମସ୍ତ ପ୍ରସ୍ତୁତି ଶେଷ କରିଛି। ଭୋଟରମାନଙ୍କୁ ନିର୍ଭୟରେ ଭୋଟ ଦେବା ପାଇଁ ଆହ୍ୱାନ ଦିଆଯାଇଛି। ସୁରକ୍ଷା ବ୍ୟବସ୍ଥା କଡ଼ାକଡ଼ି କରାଯାଇଛି। [746,799,922,840]
sudoku-answer-grid [138,1274,268,1372]
second-article-author: ପ୍ରତିମା ଜେନା (ବିଶ୍ୱାଳ) [282,740,382,751]
issue-date: ମଙ୍ଗଳବାର, ୯ ଏପ୍ରିଲ, ୨୦୧୯ [34,62,204,80]
answer-cell [167,1318,181,1329]
letter-2-title: ଚିତ୍ର-ଚରିତ୍ର ରୁଚିପୂର୍ଣ୍ଣ ଦୃଷ୍ଟାନ୍ତ [282,1282,433,1295]
sudoku-cell[interactable] [65,1161,88,1179]
editorial-text: ଦି ଲ୍ଲୀ ଆସନର ଅଧିକାରୀଙ୍କ ଏକ ଡିସ୍ ୭ ଏପ୍ରିଲ ୨୦୧୯ରେ ମଧ୍ୟପ୍ରଦେଶ ମୁଖ୍ୟମନ୍ତ୍ରୀ କମଲନାଥଙ୍କ ଘନିଷ୍ଠ ସହଯୋଗୀ ପ୍ରବୀଣ କକ୍କଡ଼ ଏବଂ ଆର. କେ. ମିଗ୍ଲାନିଙ୍କ ଦିଲ୍ଲୀ, ମଧ୍ୟପ୍ରଦେଶ ଓ ଗୋଆରେ ଥିବା ବାସଭବନ ଏବଂ କାର୍ଯ୍ୟାଳୟ ଉପରେ ଚଢ଼ାଉ କରିଥିଲା। ଆୟକର ବିଭାଗ ଅଧିକାରୀଙ୍କ ଅନୁସାରେ ଏହି ଚଢ଼ାଉରେ ବହୁ ପରିମାଣର ନଗଦ ଟଙ୍କା ଓ ଦସ୍ତାବେଜ ଜବତ କରାଯାଇଛି। ଏହି ଚଢ଼ାଉ ସମୟରେ ରାଜ୍ୟ ପୋଲିସ ଓ କେନ୍ଦ୍ରୀୟ ସୁରକ୍ଷା ବଳ ମଧ୍ୟରେ ମୁହାଁମୁହିଁ ସ୍ଥିତି ସୃଷ୍ଟି ହୋଇଥିଲା। କେନ୍ଦ୍ର ଓ ରାଜ୍ୟ ମଧ୍ୟରେ ଏଭଳି ସଂଘର୍ଷ ଦେଶର ସଂଘୀୟ ବ୍ୟବସ୍ଥା ପାଇଁ ଶୁଭ ସଙ୍କେତ ନୁହେଁ। ନିର୍ବାଚନ ପୂର୍ବରୁ ବିରୋଧୀ ଦଳର ନେତାଙ୍କ ଉପରେ କେନ୍ଦ୍ରୀୟ ସଂସ୍ଥାଙ୍କ କାର୍ଯ୍ୟାନୁଷ୍ଠାନକୁ ନେଇ ପ୍ରଶ୍ନ ଉଠିବା ସ୍ୱାଭାବିକ। ଗଣତନ୍ତ୍ରରେ ସମସ୍ତ ସଂସ୍ଥାଙ୍କୁ ନିରପେକ୍ଷ ଭାବେ କାମ କରିବାକୁ ପଡ଼ିବ। [22,142,270,243]
main-article-col-3 [594,166,744,634]
masthead [22,4,922,82]
sudoku-cell[interactable]: C [156,1106,179,1124]
footer-email-info[interactable]: କେବଳ ସମ୍ପାଦକଙ୍କ ପାଇଁ, କେବଳ ପାଠକ ବିଚାର ପାଇଁ ବ୍ୟବହୃତ ହେବ। E-mail:dharitripress@gmail.com (Use only for letters to Editor, news & news photos) କେବଳ ବିଜ୍ଞାପନ ପାଇଁ ବ୍ୟବହାର କରନ୍ତୁ: E-mail:advt@dharitri.com [509,1366,910,1386]
answer-cell [253,1286,267,1297]
answer-cell [196,1286,210,1297]
answer-cell [139,1318,153,1329]
color-swatch [190,1402,210,1410]
anniversary-logo: ଧରିତ୍ରୀ [850,933,900,952]
editorial-text-cont2: ଦି ଲ୍ଲୀ ଆସନର ଅଧିକାରୀଙ୍କ ଏକ ଡିସ୍ ୭ ଏପ୍ରିଲ ୨୦୧୯ରେ ମଧ୍ୟପ୍ରଦେଶ ମୁଖ୍ୟମନ୍ତ୍ରୀ କମଲନାଥଙ୍କ ଘନିଷ୍ଠ ସହଯୋଗୀ ପ୍ରବୀଣ କକ୍କଡ଼ ଏବଂ ଆର. କେ. ମିଗ୍ଲାନିଙ୍କ ଦିଲ୍ଲୀ, ମଧ୍ୟପ୍ରଦେଶ ଓ ଗୋଆରେ ଥିବା ବାସଭବନ ଏବଂ କାର୍ଯ୍ୟାଳୟ ଉପରେ ଚଢ଼ାଉ କରିଥିଲା। ଆୟକର ବିଭାଗ ଅଧିକାରୀଙ୍କ ଅନୁସାରେ ଏହି ଚଢ଼ାଉରେ ବହୁ ପରିମାଣର ନଗଦ ଟଙ୍କା ଓ ଦସ୍ତାବେଜ ଜବତ କରାଯାଇଛି। ଏହି ଚଢ଼ାଉ ସମୟରେ ରାଜ୍ୟ ପୋଲିସ ଓ କେନ୍ଦ୍ରୀୟ ସୁରକ୍ଷା ବଳ ମଧ୍ୟରେ ମୁହାଁମୁହିଁ ସ୍ଥିତି ସୃଷ୍ଟି ହୋଇଥିଲା। କେନ୍ଦ୍ର ଓ ରାଜ୍ୟ ମଧ୍ୟରେ ଏଭଳି ସଂଘର୍ଷ ଦେଶର ସଂଘୀୟ ବ୍ୟବସ୍ଥା ପାଇଁ ଶୁଭ ସଙ୍କେତ ନୁହେଁ। ନିର୍ବାଚନ ପୂର୍ବରୁ ବିରୋଧୀ ଦଳର ନେତାଙ୍କ ଉପରେ କେନ୍ଦ୍ରୀୟ ସଂସ୍ଥାଙ୍କ କାର୍ଯ୍ୟାନୁଷ୍ଠାନକୁ ନେଇ ପ୍ରଶ୍ନ ଉଠିବା ସ୍ୱାଭାବିକ। ଗଣତନ୍ତ୍ରରେ ସମସ୍ତ ସଂସ୍ଥାଙ୍କୁ ନିରପେକ୍ଷ ଭାବେ କାମ କରିବାକୁ ପଡ଼ିବ। [22,350,270,451]
main-article-text-2: ପ୍ରବାସ ନାଗରିକତ୍ୱ ଲାଭ କରିବାକୁ ଇଚ୍ଛୁକ ବହୁ ଧନୀ ବ୍ୟକ୍ତି ବିଭିନ୍ନ ଦେଶରେ ବିନିଯୋଗ କରି ସେଠାକାର ନାଗରିକତ୍ୱ କିଣୁଛନ୍ତି। ନିବେଶ ମାଧ୍ୟମରେ ନାଗରିକତ୍ୱ ପ୍ରଦାନ କରୁଥିବା ଦେଶ ସଂଖ୍ୟା କ୍ରମଶଃ ବଢ଼ୁଛି। ଏହି ବ୍ୟବସ୍ଥାରେ ସ୍ୱଚ୍ଛତା ଅଭାବ ଥିବାରୁ ଅନେକ ଅପରାଧୀ ଓ ଆର୍ଥିକ ଠକେଇ କରିଥିବା ବ୍ୟକ୍ତି ଏହାର ସୁଯୋଗ ନେଉଛନ୍ତି। ୟୁରୋପୀୟ ସଂଘ ଏହି ପ୍ରକ୍ରିୟାକୁ ନେଇ ଚିନ୍ତା ପ୍ରକାଶ କରିଛି। ଗୋଲ୍ଡେନ ଭିସା କାର୍ଯ୍ୟକ୍ରମ ମାଧ୍ୟମରେ ବିଭିନ୍ନ ଦେଶ କୋଟି କୋଟି ଡଲାର ପୁଞ୍ଜି ଆକର୍ଷଣ କରୁଛନ୍ତି। ପାସପୋର୍ଟ ଏବେ ଏକ ପଣ୍ୟରେ ପରିଣତ ହୋଇଛି। ଭାରତରୁ ବହୁ ଧନୀ ପରିବାର ବିଦେଶରେ ନାଗରିକତ୍ୱ ନେଉଥିବା ବେଳେ ଦେଶର ଆର୍ଥିକ ସମ୍ପଦ ବାହାରକୁ ଚାଲିଯାଉଛି। ଏହି ପ୍ରବୃତ୍ତି ଉପରେ ଅଙ୍କୁଶ ଲଗାଇବା ଆବଶ୍ୟକ। [438,166,588,329]
main-article-title: ବିକ୍ରି ହେଉଛି ନାଗରିକତ୍ୱ [452,86,911,140]
sudoku-cell[interactable] [202,1143,225,1161]
sudoku-cell[interactable] [65,1216,88,1234]
sudoku-cell[interactable] [88,1106,111,1124]
sudoku-cell[interactable] [134,1161,157,1179]
sudoku-cell[interactable] [202,1216,225,1234]
sudoku-cell[interactable]: 1 [134,1143,157,1161]
answer-cell [239,1296,253,1307]
sudoku-cell[interactable]: 8 [202,1179,225,1197]
sudoku-cell[interactable] [42,1088,65,1106]
letter-3-text-b: ନିକଟରେ ପୁରୀ ଶ୍ରୀମନ୍ଦିରରେ ସୁରକ୍ଷା ଦୃଷ୍ଟିରୁ ମେଟାଲ ଡିଟେକ୍ଟର ଲଗାଯାଇଛି। କିନ୍ତୁ ଅଧିକାଂଶ ସମୟରେ ଏହା ଅଚଳ ରହୁଛି। ଶ୍ରୀମନ୍ଦିର ପ୍ରଶାସନ ଏଥିପ୍ରତି ଧ୍ୟାନ ଦେବା ଆବଶ୍ୟକ। [506,1212,718,1243]
sudoku-cell[interactable] [111,1143,134,1161]
sudoku-cell[interactable] [225,1124,248,1142]
letter-1-text-b: ମହାଶୟ, ଯୁଗ ବଦଳିବା ସହ ଲୋକେ ଶିକ୍ଷିତ ହେଲେଣି। ଲୋକଙ୍କ ମନରେ ଆଧୁନିକ ଚିନ୍ତାଧାରା ଆସିଲେଣି। ତଥାପି ଭ୍ରୂଣହତ୍ୟା ଭଳି ଜଘନ୍ୟ ଅପରାଧ ଏବେ ବି ସମାଜରେ ଚାଲିଛି। ସରକାର ଏହାକୁ ରୋକିବା ପାଇଁ କଡ଼ା ପଦକ୍ଷେପ ନେବା ଆବଶ୍ୟକ। [282,1188,494,1229]
sudoku-cell[interactable] [225,1143,248,1161]
main-article-col-4 [750,166,922,622]
letter-4-body [730,1146,922,1326]
answer-cell [239,1275,253,1286]
sudoku-cell[interactable] [134,1234,157,1252]
sudoku-cell[interactable] [225,1161,248,1179]
answer-cell [224,1318,238,1329]
answer-cell [182,1350,196,1361]
sudoku-cell[interactable] [225,1216,248,1234]
answer-cell [210,1307,224,1318]
answer-cell [139,1339,153,1350]
sudoku-cell[interactable] [111,1088,134,1106]
sudoku-rules [26,1274,126,1384]
sudoku-cell[interactable] [65,1088,88,1106]
sudoku-cell[interactable] [88,1197,111,1215]
answer-cell [210,1286,224,1297]
column-divider-4 [500,1128,501,1338]
sudoku-cell[interactable] [179,1143,202,1161]
color-calibration-bar-right [640,1402,760,1410]
color-swatch [740,1402,760,1410]
anniversary-item: ଆମେରିକା ଶାନ୍ତି ପ୍ରକ୍ରିୟାରେ ବାଂଲାଦେଶ ପାଇଁ ବାର୍ତ୍ତା ଜାରି। [746,974,922,994]
answer-cell [253,1350,267,1361]
answer-cell [182,1275,196,1286]
sudoku-rules-text: ଉଦାହରଣ ସ୍ୱରୂପ ସୁଡୋକୁରେ ଏହାକୁ ସମାଧାନ କରିବାକୁ ହେବ, ଯେପରି ପ୍ରତ୍ୟେକ ଧାଡ଼ି, ସ୍ତମ୍ଭ ଓ ଆୟତାକାର ବକ୍ସ ଭିତରେ ୦ରୁ ୯ ପର୍ଯ୍ୟନ୍ତ ସଂଖ୍ୟା ଓ A-F ପର୍ଯ୍ୟନ୍ତ ଅକ୍ଷର କିଛି ରହିବ। [26,1275,126,1350]
answer-cell [196,1318,210,1329]
main-article-text-3: ପ୍ରବାସ ନାଗରିକତ୍ୱ ଲାଭ କରିବାକୁ ଇଚ୍ଛୁକ ବହୁ ଧନୀ ବ୍ୟକ୍ତି ବିଭିନ୍ନ ଦେଶରେ ବିନିଯୋଗ କରି ସେଠାକାର ନାଗରିକତ୍ୱ କିଣୁଛନ୍ତି। ନିବେଶ ମାଧ୍ୟମରେ ନାଗରିକତ୍ୱ ପ୍ରଦାନ କରୁଥିବା ଦେଶ ସଂଖ୍ୟା କ୍ରମଶଃ ବଢ଼ୁଛି। ଏହି ବ୍ୟବସ୍ଥାରେ ସ୍ୱଚ୍ଛତା ଅଭାବ ଥିବାରୁ ଅନେକ ଅପରାଧୀ ଓ ଆର୍ଥିକ ଠକେଇ କରିଥିବା ବ୍ୟକ୍ତି ଏହାର ସୁଯୋଗ ନେଉଛନ୍ତି। ୟୁରୋପୀୟ ସଂଘ ଏହି ପ୍ରକ୍ରିୟାକୁ ନେଇ ଚିନ୍ତା ପ୍ରକାଶ କରିଛି। ଗୋଲ୍ଡେନ ଭିସା କାର୍ଯ୍ୟକ୍ରମ ମାଧ୍ୟମରେ ବିଭିନ୍ନ ଦେଶ କୋଟି କୋଟି ଡଲାର ପୁଞ୍ଜି ଆକର୍ଷଣ କରୁଛନ୍ତି। ପାସପୋର୍ଟ ଏବେ ଏକ ପଣ୍ୟରେ ପରିଣତ ହୋଇଛି। ଭାରତରୁ ବହୁ ଧନୀ ପରିବାର ବିଦେଶରେ ନାଗରିକତ୍ୱ ନେଉଥିବା ବେଳେ ଦେଶର ଆର୍ଥିକ ସମ୍ପଦ ବାହାରକୁ ଚାଲିଯାଉଛି। ଏହି ପ୍ରବୃତ୍ତି ଉପରେ ଅଙ୍କୁଶ ଲଗାଇବା ଆବଶ୍ୟକ। [594,166,744,329]
answer-cell [153,1286,167,1297]
answer-cell [139,1286,153,1297]
answer-cell [239,1350,253,1361]
answer-cell [167,1286,181,1297]
answer-cell [167,1328,181,1339]
logo-text: ଧରିତ୍ରୀ [36,4,134,39]
sudoku-cell[interactable] [156,1143,179,1161]
letter-3-text: ନିକଟରେ ପୁରୀ ଶ୍ରୀମନ୍ଦିରରେ ସୁରକ୍ଷା ଦୃଷ୍ଟିରୁ ମେଟାଲ ଡିଟେକ୍ଟର ଲଗାଯାଇଛି। କିନ୍ତୁ ଅଧିକାଂଶ ସମୟରେ ଏହା ଅଚଳ ରହୁଛି। ଶ୍ରୀମନ୍ଦିର ପ୍ରଶାସନ ଏଥିପ୍ରତି ଧ୍ୟାନ ଦେବା ଆବଶ୍ୟକ। [506,1180,718,1210]
this-day-banner: ଏହି ଭାରତରେ [746,686,922,708]
sudoku-cell[interactable]: 4 [65,1124,88,1142]
column-divider-1 [274,90,275,636]
column-divider-3 [738,646,739,1086]
sudoku-cell[interactable] [156,1234,179,1252]
email-link[interactable]: sahadevas@yahoo.com [778,624,874,633]
section-title-box [734,14,922,60]
registration-mark-left [60,1400,72,1412]
main-article-text-1b: ପ୍ରବାସ ନାଗରିକତ୍ୱ ଲାଭ କରିବାକୁ ଇଚ୍ଛୁକ ବହୁ ଧନୀ ବ୍ୟକ୍ତି ବିଭିନ୍ନ ଦେଶରେ ବିନିଯୋଗ କରି ସେଠାକାର ନାଗରିକତ୍ୱ କିଣୁଛନ୍ତି। ନିବେଶ ମାଧ୍ୟମରେ ନାଗରିକତ୍ୱ ପ୍ରଦାନ କରୁଥିବା ଦେଶ ସଂଖ୍ୟା କ୍ରମଶଃ ବଢ଼ୁଛି। ଏହି ବ୍ୟବସ୍ଥାରେ ସ୍ୱଚ୍ଛତା ଅଭାବ ଥିବାରୁ ଅନେକ ଅପରାଧୀ ଓ ଆର୍ଥିକ ଠକେଇ କରିଥିବା ବ୍ୟକ୍ତି ଏହାର ସୁଯୋଗ ନେଉଛନ୍ତି। ୟୁରୋପୀୟ ସଂଘ ଏହି ପ୍ରକ୍ରିୟାକୁ ନେଇ ଚିନ୍ତା ପ୍ରକାଶ କରିଛି। ଗୋଲ୍ଡେନ ଭିସା କାର୍ଯ୍ୟକ୍ରମ ମାଧ୍ୟମରେ ବିଭିନ୍ନ ଦେଶ କୋଟି କୋଟି ଡଲାର ପୁଞ୍ଜି ଆକର୍ଷଣ କରୁଛନ୍ତି। ପାସପୋର୍ଟ ଏବେ ଏକ ପଣ୍ୟରେ ପରିଣତ ହୋଇଛି। ଭାରତରୁ ବହୁ ଧନୀ ପରିବାର ବିଦେଶରେ ନାଗରିକତ୍ୱ ନେଉଥିବା ବେଳେ ଦେଶର ଆର୍ଥିକ ସମ୍ପଦ ବାହାରକୁ ଚାଲିଯାଉଛି। ଏହି ପ୍ରବୃତ୍ତି ଉପରେ ଅଙ୍କୁଶ ଲଗାଇବା ଆବଶ୍ୟକ। [282,331,432,494]
answer-cell [253,1307,267,1318]
answer-cell [153,1275,167,1286]
answer-cell [139,1275,153,1286]
section-title: ସମ୍ପାଦକୀୟ [744,23,861,51]
letter-4-text: ଭୁବନେଶ୍ୱର ମହାନଗର ନିଗମ ଅଞ୍ଚଳରେ ନିର୍ମାଣ କାମରେ ବ୍ୟବହୃତ ସାମଗ୍ରୀ ରାସ୍ତା କଡ଼ରେ ଗଦା କରି ରଖାଯାଉଛି। ଏଥିଯୋଗୁ ପଥଚାରୀଙ୍କୁ ଅସୁବିଧା ହେଉଛି। ନିଗମ ଏ ଦିଗରେ ତୁରନ୍ତ କାର୍ଯ୍ୟାନୁଷ୍ଠାନ ନେଉ। [730,1146,922,1186]
color-swatch [640,1402,660,1410]
sudoku-cell[interactable] [88,1216,111,1234]
registration-mark-center [440,1400,452,1412]
answer-cell [196,1339,210,1350]
main-article-text-2b: ପ୍ରବାସ ନାଗରିକତ୍ୱ ଲାଭ କରିବାକୁ ଇଚ୍ଛୁକ ବହୁ ଧନୀ ବ୍ୟକ୍ତି ବିଭିନ୍ନ ଦେଶରେ ବିନିଯୋଗ କରି ସେଠାକାର ନାଗରିକତ୍ୱ କିଣୁଛନ୍ତି। ନିବେଶ ମାଧ୍ୟମରେ ନାଗରିକତ୍ୱ ପ୍ରଦାନ କରୁଥିବା ଦେଶ ସଂଖ୍ୟା କ୍ରମଶଃ ବଢ଼ୁଛି। ଏହି ବ୍ୟବସ୍ଥାରେ ସ୍ୱଚ୍ଛତା ଅଭାବ ଥିବାରୁ ଅନେକ ଅପରାଧୀ ଓ ଆର୍ଥିକ ଠକେଇ କରିଥିବା ବ୍ୟକ୍ତି ଏହାର ସୁଯୋଗ ନେଉଛନ୍ତି। ୟୁରୋପୀୟ ସଂଘ ଏହି ପ୍ରକ୍ରିୟାକୁ ନେଇ ଚିନ୍ତା ପ୍ରକାଶ କରିଛି। ଗୋଲ୍ଡେନ ଭିସା କାର୍ଯ୍ୟକ୍ରମ ମାଧ୍ୟମରେ ବିଭିନ୍ନ ଦେଶ କୋଟି କୋଟି ଡଲାର ପୁଞ୍ଜି ଆକର୍ଷଣ କରୁଛନ୍ତି। ପାସପୋର୍ଟ ଏବେ ଏକ ପଣ୍ୟରେ ପରିଣତ ହୋଇଛି। ଭାରତରୁ ବହୁ ଧନୀ ପରିବାର ବିଦେଶରେ ନାଗରିକତ୍ୱ ନେଉଥିବା ବେଳେ ଦେଶର ଆର୍ଥିକ ସମ୍ପଦ ବାହାରକୁ ଚାଲିଯାଉଛି। ଏହି ପ୍ରବୃତ୍ତି ଉପରେ ଅଙ୍କୁଶ ଲଗାଇବା ଆବଶ୍ୟକ। [438,331,588,494]
sudoku-cell[interactable]: 8 [134,1124,157,1142]
sudoku-cell[interactable] [134,1179,157,1197]
answer-cell [182,1339,196,1350]
sudoku-cell[interactable]: E [179,1106,202,1124]
answer-cell [153,1360,167,1371]
answer-cell [167,1339,181,1350]
answer-cell [210,1350,224,1361]
sudoku-cell[interactable]: 5 [42,1216,65,1234]
sudoku-cell[interactable] [111,1234,134,1252]
sudoku-cell[interactable] [156,1161,179,1179]
sudoku-title: su do ku [34,1057,127,1077]
chirantani-line-1: ଭାଇ ହେଉ ଶତ୍ରୁ ଭାବେ — ପିଲାଙ୍କ ଶତ୍ରୁ ବଢ଼ି ଗଢ଼ି [31,992,191,1001]
answer-cell [224,1296,238,1307]
sudoku-cell[interactable]: 7 [111,1197,134,1215]
answer-cell [182,1286,196,1297]
column-divider-2 [274,646,275,1374]
